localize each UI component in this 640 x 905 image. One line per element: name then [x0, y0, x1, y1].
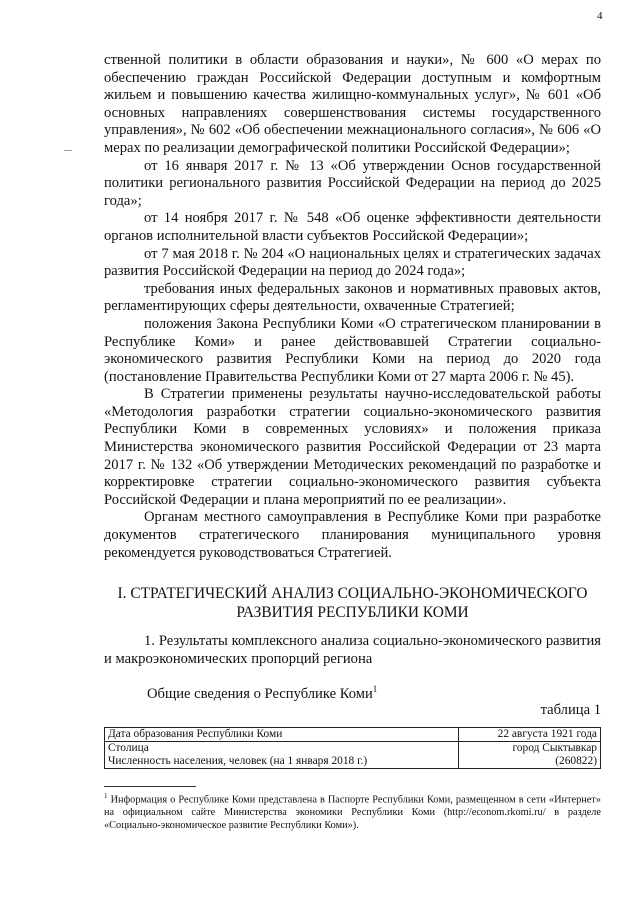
footnote-ref: 1: [372, 684, 378, 694]
table-cell-label: [105, 742, 459, 769]
footnote-divider: [104, 786, 196, 787]
subsection-title: 1. Результаты комплексного анализа социально-экономического развития и макроэкономических пропорций региона: [104, 633, 601, 667]
page-number: 4: [597, 10, 603, 22]
paragraph: положения Закона Республики Коми «О стратегическом планировании в Республике Коми» и ранее действовавшей Стратегии социально-экономического развития Республики Коми на период до 2020 года (постановление Правительства Республики Коми от 27 марта 2006 г. № 45).: [104, 315, 601, 385]
paragraph: требования иных федеральных законов и нормативных правовых актов, регламентирующих сферы деятельности, охваченные Стратегией;: [104, 280, 601, 315]
population-label: Численность населения, человек (на 1 января 2018 г.): [108, 755, 368, 767]
general-info-heading: [147, 684, 377, 703]
capital-value: город Сыктывкар: [512, 742, 597, 754]
body-text: [104, 52, 601, 562]
general-info-text: Общие сведения о Республике Коми: [147, 685, 373, 702]
footnote: [104, 790, 601, 832]
info-table: [104, 727, 601, 769]
paragraph: Органам местного самоуправления в Республике Коми при разработке документов стратегического планирования муниципального уровня рекомендуется руководствоваться Стратегией.: [104, 509, 601, 561]
table-cell-value: [459, 742, 601, 769]
paragraph: от 14 ноября 2017 г. № 548 «Об оценке эффективности деятельности органов исполнительной власти субъектов Российской Федерации»;: [104, 210, 601, 244]
paragraph: В Стратегии применены результаты научно-исследовательской работы «Методология разработки стратегии социально-экономического развития Республики Коми в современных условиях» и положения приказа Министерства экономического развития Российской Федерации от 23 марта 2017 г. № 132 «Об утверждении Методических рекомендаций по разработке и корректировке стратегии социально-экономического развития субъекта Российской Федерации и плана мероприятий по ее реализации».: [104, 386, 601, 508]
table-row: [105, 728, 601, 742]
paragraph: ственной политики в области образования и науки», № 600 «О мерах по обеспечению граждан Российской Федерации доступным и комфортным жильем и повышению качества жилищно-коммунальных услуг», № 601 «Об основных направлениях совершенствования системы государственного управления», № 602 «Об обеспечении межнационального согласия», № 606 «О мерах по реализации демографической политики Российской Федерации»;: [104, 52, 601, 156]
capital-label: Столица: [108, 742, 149, 754]
paragraph: от 16 января 2017 г. № 13 «Об утверждении Основ государственной политики регионального развития Российской Федерации на период до 2025 года»;: [104, 157, 601, 209]
margin-mark: [64, 150, 72, 151]
table-row: [105, 742, 601, 769]
table-label: таблица 1: [540, 702, 601, 718]
population-value: (260822): [555, 755, 597, 767]
section-title: I. СТРАТЕГИЧЕСКИЙ АНАЛИЗ СОЦИАЛЬНО-ЭКОНОМИЧЕСКОГО РАЗВИТИЯ РЕСПУБЛИКИ КОМИ: [117, 585, 588, 621]
table-cell-value: 22 августа 1921 года: [459, 728, 601, 742]
table-cell-label: Дата образования Республики Коми: [105, 728, 459, 742]
paragraph: от 7 мая 2018 г. № 204 «О национальных целях и стратегических задачах развития Российской Федерации на период до 2024 года»;: [104, 245, 601, 280]
footnote-marker: 1: [104, 792, 108, 800]
footnote-text: Информация о Республике Коми представлена в Паспорте Республики Коми, размещенном в сети «Интернет» на официальном сайте Министерства экономики Республики Коми (http://econom.rkomi.ru/ в разделе «Социально-экономическое развитие Республики Коми»).: [104, 794, 601, 832]
